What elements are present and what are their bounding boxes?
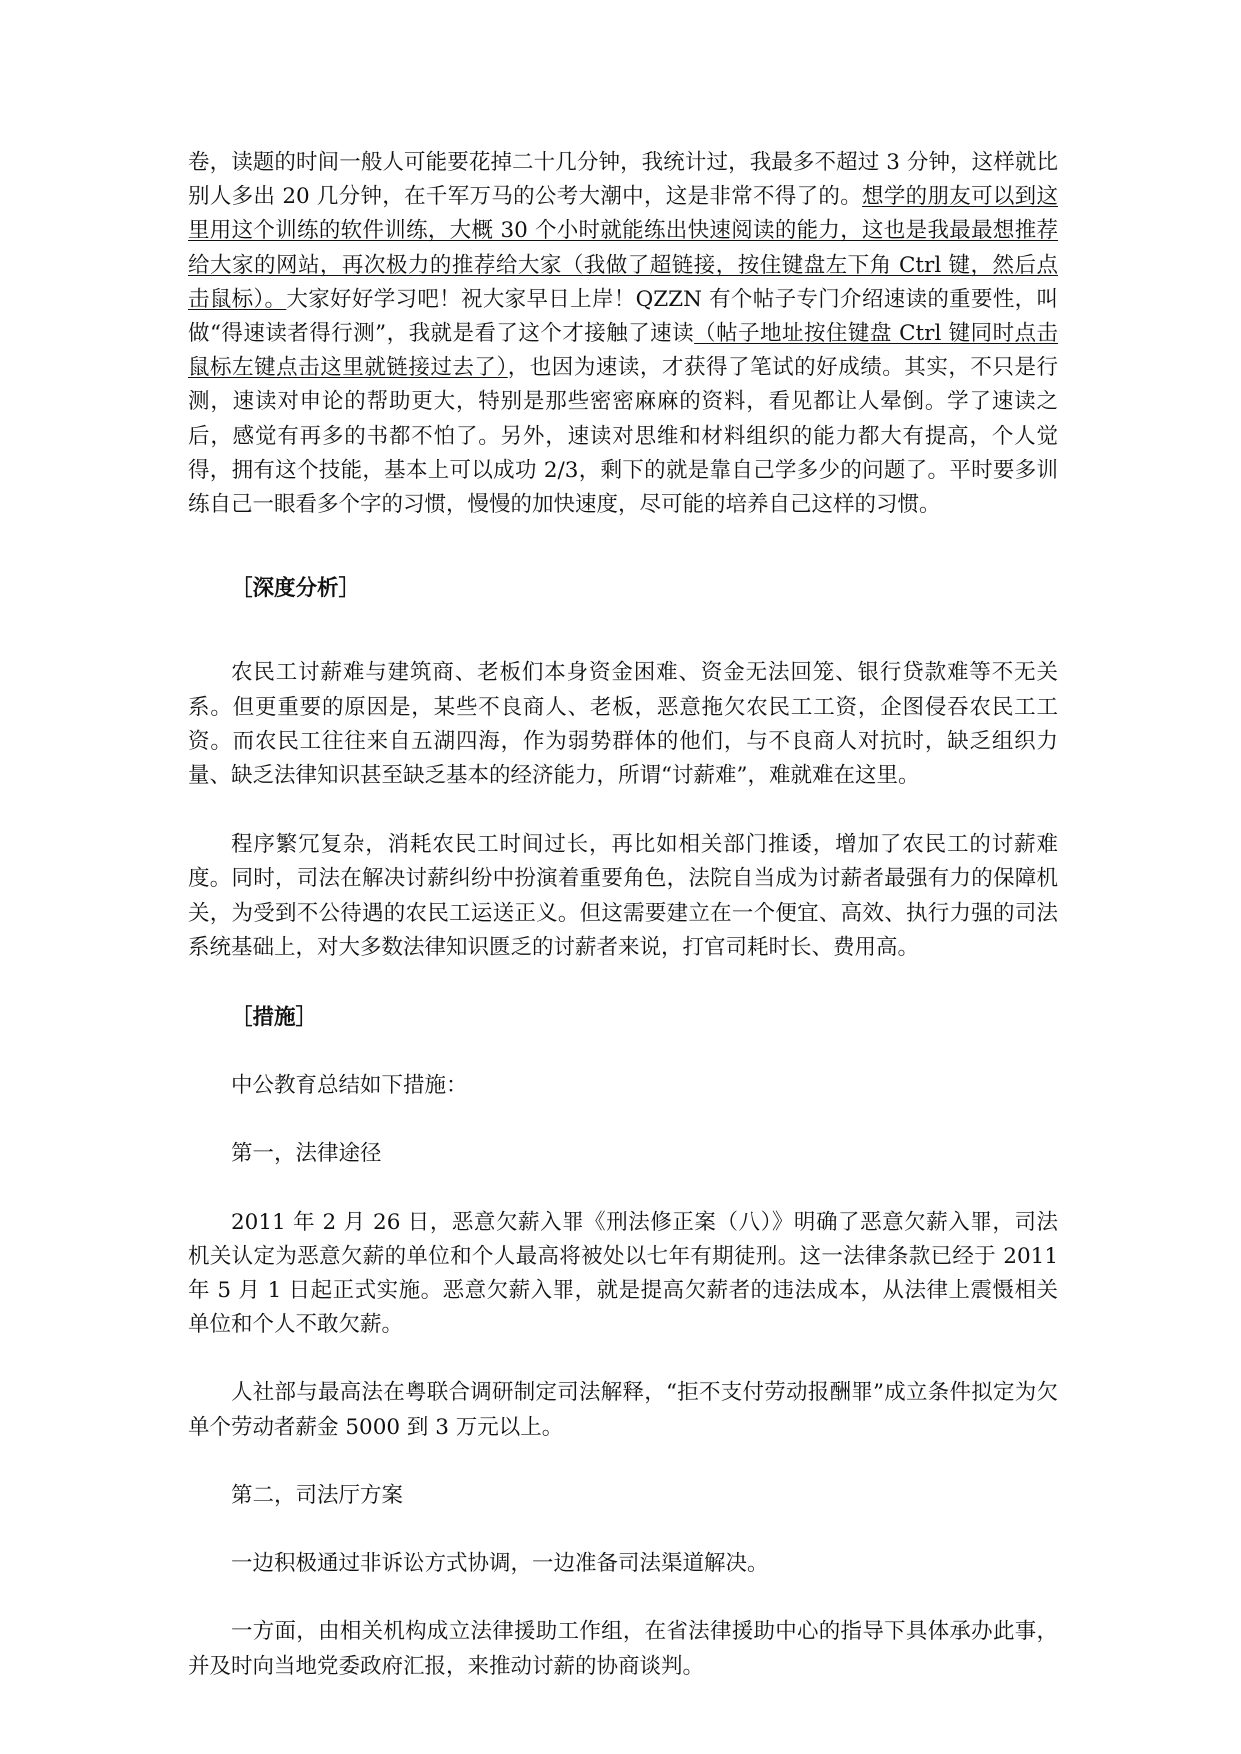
intro-text-1: 卷，读题的时间一般人可能要花掉二十几分钟，我统计过，我最多不超过 3 分钟，这样就比别人多出 20 几分钟，在千军万马的公考大潮中，这是非常不得了的。 <box>188 150 1058 210</box>
intro-text-3: ，也因为速读，才获得了笔试的好成绩。其实，不只是行测，速读对申论的帮助更大，特别是那些密密麻麻的资料，看见都让人晕倒。学了速读之后，感觉有再多的书都不怕了。另外，速读对思维和材料组织的能力都大有提高，个人觉得，拥有这个技能，基本上可以成功 2/3，剩下的就是靠自己学多少的问题了。平时要多训练自己一眼看多个字的习惯，慢慢的加快速度，尽可能的培养自己这样的习惯。 <box>188 355 1058 518</box>
measures-heading: ［措施］ <box>231 1005 318 1031</box>
second-measure-paragraph-2: 一方面，由相关机构成立法律援助工作组，在省法律援助中心的指导下具体承办此事，并及时向当地党委政府汇报，来推动讨薪的协商谈判。 <box>188 1619 1058 1679</box>
training-software-link[interactable]: 想学的朋友可以到这里用这个训练的软件训练，大概 30 个小时就能练出快速阅读的能力，这也是我最最想推荐给大家的网站，再次极力的推荐给大家（我做了超链接，按住键盘左下角 Ctrl 键，然后点击鼠标）。 <box>188 184 1058 312</box>
first-measure-paragraph-1: 2011 年 2 月 26 日，恶意欠薪入罪《刑法修正案（八）》明确了恶意欠薪入罪，司法机关认定为恶意欠薪的单位和个人最高将被处以七年有期徒刑。这一法律条款已经于 2011 年 5 月 1 日起正式实施。恶意欠薪入罪，就是提高欠薪者的违法成本，从法律上震慑相关单位和个人不敢欠薪。 <box>188 1209 1058 1338</box>
intro-text-2: 大家好好学习吧！祝大家早日上岸！QZZN 有个帖子专门介绍速读的重要性，叫做“得速读者得行测”，我就是看了这个才接触了速读 <box>188 286 1058 347</box>
intro-paragraph <box>188 146 1058 522</box>
second-measure-paragraph-1: 一边积极通过非诉讼方式协调，一边准备司法渠道解决。 <box>231 1551 769 1577</box>
first-measure-paragraph-2: 人社部与最高法在粤联合调研制定司法解释，“拒不支付劳动报酬罪”成立条件拟定为欠单个劳动者薪金 5000 到 3 万元以上。 <box>188 1380 1058 1440</box>
second-measure-heading: 第二，司法厅方案 <box>231 1482 404 1508</box>
first-measure-heading: 第一，法律途径 <box>231 1141 382 1167</box>
forum-post-link[interactable]: （帖子地址按住键盘 Ctrl 键同时点击鼠标左键点击这里就链接过去了） <box>188 321 1058 381</box>
measures-intro: 中公教育总结如下措施： <box>231 1073 468 1099</box>
document-page <box>188 146 1058 1684</box>
analysis-paragraph-2: 程序繁冗复杂，消耗农民工时间过长，再比如相关部门推诿，增加了农民工的讨薪难度。同时，司法在解决讨薪纠纷中扮演着重要角色，法院自当成为讨薪者最强有力的保障机关，为受到不公待遇的农民工运送正义。但这需要建立在一个便宜、高效、执行力强的司法系统基础上，对大多数法律知识匮乏的讨薪者来说，打官司耗时长、费用高。 <box>188 832 1058 960</box>
deep-analysis-heading: ［深度分析］ <box>231 576 361 602</box>
analysis-paragraph-1: 农民工讨薪难与建筑商、老板们本身资金困难、资金无法回笼、银行贷款难等不无关系。但更重要的原因是，某些不良商人、老板，恶意拖欠农民工工资，企图侵吞农民工工资。而农民工往往来自五湖四海，作为弱势群体的他们，与不良商人对抗时，缺乏组织力量、缺乏法律知识甚至缺乏基本的经济能力，所谓“讨薪难”，难就难在这里。 <box>188 660 1058 789</box>
